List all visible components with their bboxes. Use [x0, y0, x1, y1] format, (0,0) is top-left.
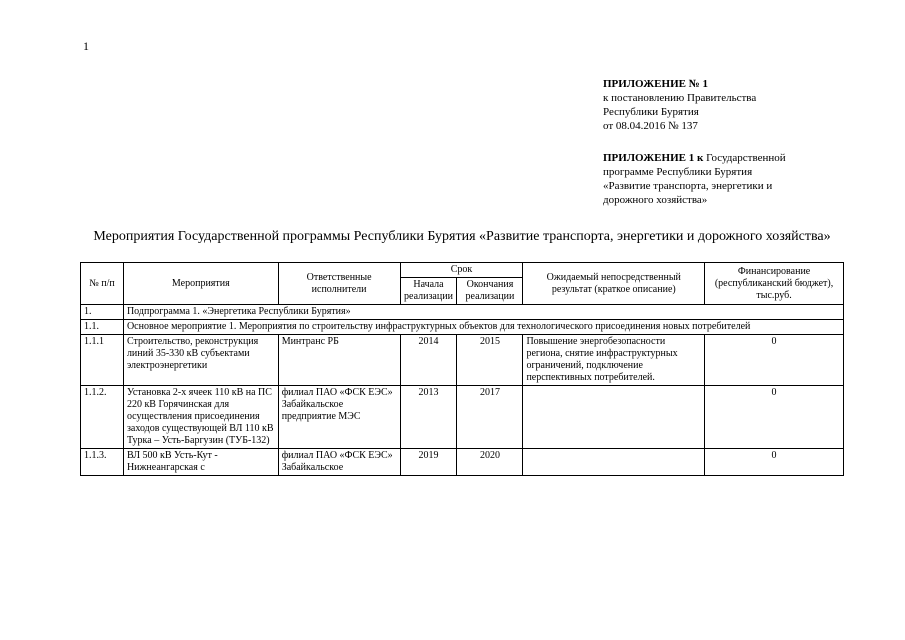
row-end: 2015 — [457, 335, 523, 386]
appendix-2-line: «Развитие транспорта, энергетики и — [603, 180, 773, 192]
row-end: 2020 — [457, 449, 523, 476]
row-funding: 0 — [705, 449, 844, 476]
appendix-2-heading: ПРИЛОЖЕНИЕ 1 к — [603, 152, 704, 164]
row-num: 1.1.2. — [81, 386, 124, 449]
row-responsible: филиал ПАО «ФСК ЕЭС» Забайкальское — [278, 449, 400, 476]
row-responsible: Минтранс РБ — [278, 335, 400, 386]
appendix-2-line: программе Республики Бурятия — [603, 166, 753, 178]
row-result: Повышение энергобезопасности региона, снятие инфраструктурных ограничений, подключение перспективных потребителей. — [523, 335, 705, 386]
row-result — [523, 449, 705, 476]
appendix-1-line: от 08.04.2016 № 137 — [603, 120, 698, 132]
header-funding: Финансирование (республиканский бюджет), тыс.руб. — [705, 263, 844, 305]
appendix-2-line: дорожного хозяйства» — [603, 194, 708, 206]
main-event-row — [81, 320, 844, 335]
row-responsible: филиал ПАО «ФСК ЕЭС» Забайкальское предприятие МЭС — [278, 386, 400, 449]
appendix-1-block — [603, 77, 863, 133]
header-num: № п/п — [81, 263, 124, 305]
row-event: Строительство, реконструкция линий 35-330 кВ субъектами электроэнергетики — [123, 335, 278, 386]
appendix-1-line: к постановлению Правительства — [603, 92, 757, 104]
table-row — [81, 449, 844, 476]
table-row — [81, 386, 844, 449]
subprogram-num: 1. — [81, 305, 124, 320]
header-result: Ожидаемый непосредственный результат (краткое описание) — [523, 263, 705, 305]
header-start: Начала реализации — [400, 278, 457, 305]
row-start: 2019 — [400, 449, 457, 476]
subprogram-title: Подпрограмма 1. «Энергетика Республики Бурятия» — [123, 305, 843, 320]
document-title: Мероприятия Государственной программы Республики Бурятия «Развитие транспорта, энергетики и дорожного хозяйства» — [93, 229, 831, 244]
main-event-title: Основное мероприятие 1. Мероприятия по строительству инфраструктурных объектов для технологического присоединения новых потребителей — [123, 320, 843, 335]
row-end: 2017 — [457, 386, 523, 449]
table-row — [81, 335, 844, 386]
row-event: Установка 2-х ячеек 110 кВ на ПС 220 кВ Горячинская для осуществления присоединения заходов существующей ВЛ 110 кВ Турка – Усть-Баргузин (ТУБ-132) — [123, 386, 278, 449]
appendix-1-heading: ПРИЛОЖЕНИЕ № 1 — [603, 78, 709, 90]
row-result — [523, 386, 705, 449]
row-funding: 0 — [705, 386, 844, 449]
row-num: 1.1.3. — [81, 449, 124, 476]
appendix-1-line: Республики Бурятия — [603, 106, 699, 118]
main-event-num: 1.1. — [81, 320, 124, 335]
row-start: 2013 — [400, 386, 457, 449]
appendix-2-block — [603, 151, 863, 207]
header-row — [81, 263, 844, 278]
page-number: 1 — [83, 39, 89, 53]
subprogram-row — [81, 305, 844, 320]
appendix-2-heading-rest: Государственной — [703, 152, 786, 164]
row-num: 1.1.1 — [81, 335, 124, 386]
row-funding: 0 — [705, 335, 844, 386]
header-responsible: Ответственные исполнители — [278, 263, 400, 305]
header-end: Окончания реализации — [457, 278, 523, 305]
appendix-2-first-line — [603, 151, 863, 165]
row-start: 2014 — [400, 335, 457, 386]
events-table — [80, 262, 844, 476]
header-term: Срок — [400, 263, 523, 278]
row-event: ВЛ 500 кВ Усть-Кут - Нижнеангарская с — [123, 449, 278, 476]
header-event: Мероприятия — [123, 263, 278, 305]
